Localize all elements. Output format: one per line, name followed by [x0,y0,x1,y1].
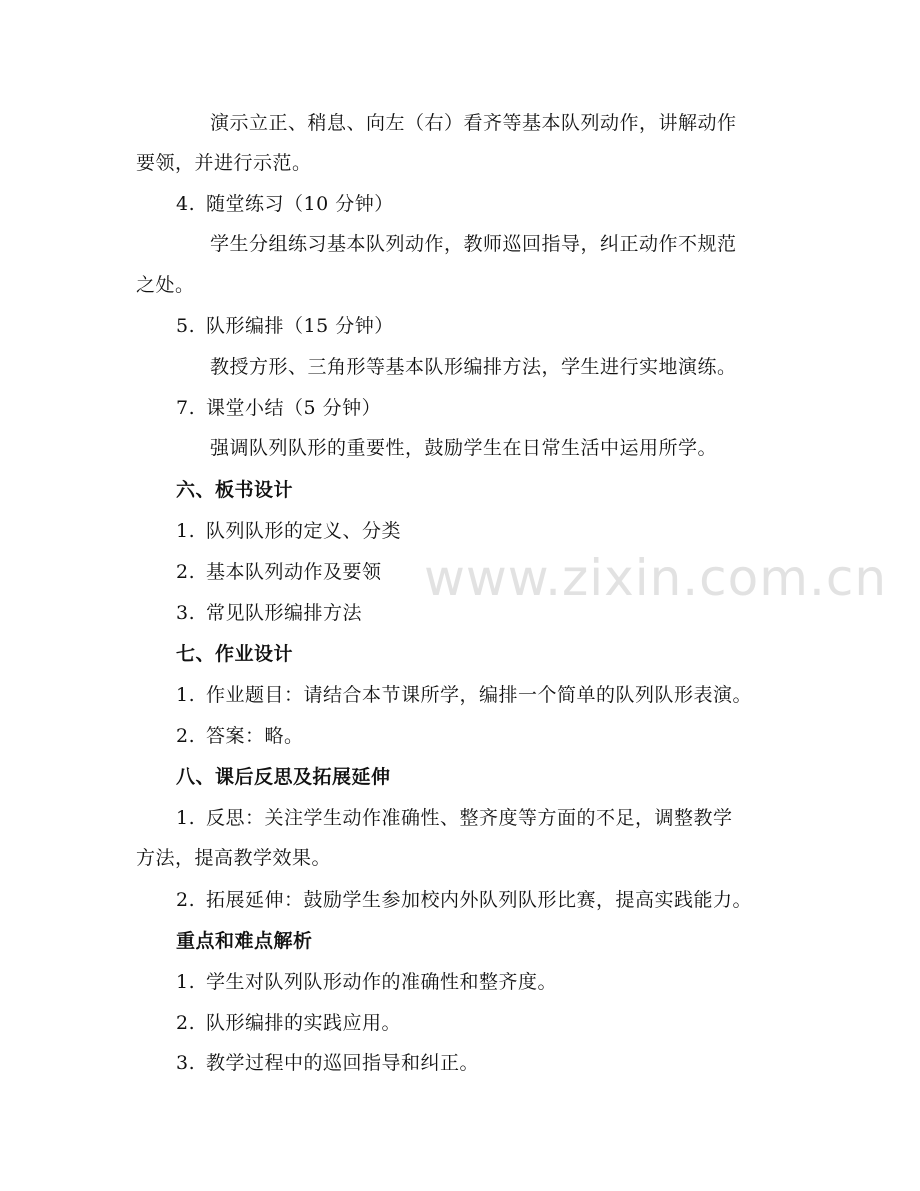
reflection-item-2-number: 2. [176,889,196,911]
key-point-1 [176,970,557,994]
key-points-heading: 重点和难点解析 [176,930,313,952]
watermark: www.zixin.com.cn [424,549,888,607]
homework-item-1 [176,683,752,707]
board-item-2 [176,560,382,584]
key-point-3-number: 3. [176,1052,196,1074]
step-7-title [176,396,381,420]
step-7-title-text: 课堂小结（5 分钟） [206,397,382,419]
board-item-1-text: 队列队形的定义、分类 [206,520,402,542]
section-7-heading: 七、作业设计 [176,643,294,665]
homework-item-2-text: 答案：略。 [206,725,304,747]
key-point-3 [176,1051,479,1075]
step-5-number: 5. [176,315,196,337]
reflection-item-1-line-1 [176,806,733,830]
reflection-item-2 [176,888,752,912]
homework-item-2-number: 2. [176,725,196,747]
key-point-2-text: 队形编排的实践应用。 [206,1012,402,1034]
step-5-body: 教授方形、三角形等基本队形编排方法，学生进行实地演练。 [210,356,737,378]
board-item-1 [176,519,401,543]
reflection-item-1-line-2: 方法，提高教学效果。 [136,847,332,869]
homework-item-1-text: 作业题目：请结合本节课所学，编排一个简单的队列队形表演。 [206,684,753,706]
board-item-3 [176,601,362,625]
step-4-number: 4. [176,193,196,215]
board-item-3-text: 常见队形编排方法 [206,602,363,624]
reflection-item-1-number: 1. [176,807,196,829]
key-point-1-text: 学生对队列队形动作的准确性和整齐度。 [206,971,558,993]
step-4-body-line-2: 之处。 [136,274,195,296]
board-item-3-number: 3. [176,602,196,624]
demo-paragraph-line-2: 要领，并进行示范。 [136,152,312,174]
reflection-item-2-text: 拓展延伸：鼓励学生参加校内外队列队形比赛，提高实践能力。 [206,889,753,911]
board-item-2-text: 基本队列动作及要领 [206,561,382,583]
step-4-title [176,192,394,216]
board-item-1-number: 1. [176,520,196,542]
homework-item-2 [176,724,304,748]
step-7-number: 7. [176,397,196,419]
section-8-heading: 八、课后反思及拓展延伸 [176,766,391,788]
homework-item-1-number: 1. [176,684,196,706]
demo-paragraph-line-1: 演示立正、稍息、向左（右）看齐等基本队列动作，讲解动作 [210,112,737,134]
step-5-title [176,314,394,338]
key-point-1-number: 1. [176,971,196,993]
key-point-2-number: 2. [176,1012,196,1034]
key-point-3-text: 教学过程中的巡回指导和纠正。 [206,1052,480,1074]
reflection-item-1-text: 反思：关注学生动作准确性、整齐度等方面的不足，调整教学 [206,807,733,829]
step-4-body-line-1: 学生分组练习基本队列动作，教师巡回指导，纠正动作不规范 [210,233,737,255]
step-4-title-text: 随堂练习（10 分钟） [206,193,394,215]
step-7-body: 强调队列队形的重要性，鼓励学生在日常生活中运用所学。 [210,437,718,459]
section-6-heading: 六、板书设计 [176,479,294,501]
key-point-2 [176,1011,401,1035]
step-5-title-text: 队形编排（15 分钟） [206,315,394,337]
board-item-2-number: 2. [176,561,196,583]
